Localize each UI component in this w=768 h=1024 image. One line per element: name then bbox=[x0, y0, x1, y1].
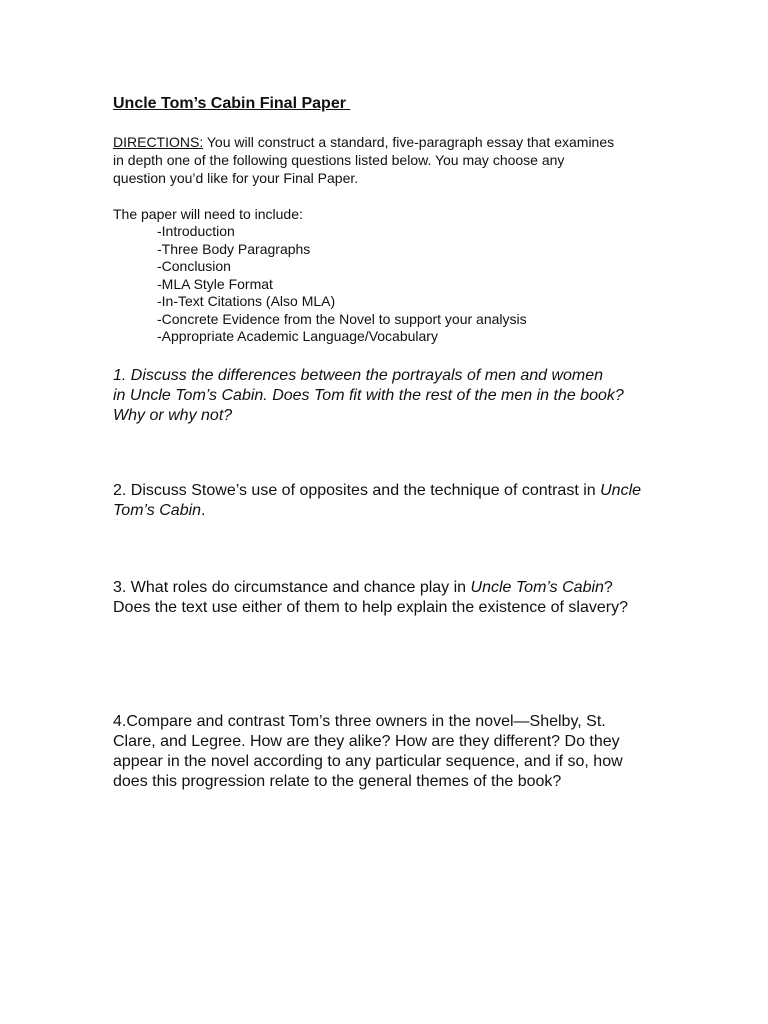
question-2 bbox=[113, 481, 673, 521]
requirement-item: -In-Text Citations (Also MLA) bbox=[157, 293, 336, 309]
question-1-line: in Uncle Tom’s Cabin. Does Tom fit with the rest of the men in the book? bbox=[113, 387, 624, 404]
question-2-book-title-cont: Tom’s Cabin bbox=[113, 502, 202, 519]
page-title: Uncle Tom’s Cabin Final Paper bbox=[113, 95, 351, 112]
question-2-period: . bbox=[201, 502, 206, 519]
question-1-line: 1. Discuss the differences between the portrayals of men and women bbox=[113, 367, 604, 384]
question-3-book-title: Uncle Tom’s Cabin bbox=[470, 579, 604, 596]
question-3 bbox=[113, 578, 673, 618]
question-4-line: does this progression relate to the general themes of the book? bbox=[113, 773, 562, 790]
requirement-item: -Conclusion bbox=[157, 258, 231, 274]
directions-line-3: question you’d like for your Final Paper. bbox=[113, 170, 359, 186]
requirement-item: -Appropriate Academic Language/Vocabulary bbox=[157, 328, 438, 344]
requirements-list bbox=[157, 223, 527, 346]
question-3-line-1 bbox=[113, 578, 673, 598]
question-1-line: Why or why not? bbox=[113, 407, 233, 424]
question-3-mark: ? bbox=[603, 579, 613, 596]
question-2-line-1 bbox=[113, 481, 673, 501]
directions-line-2: in depth one of the following questions listed below. You may choose any bbox=[113, 152, 565, 168]
question-1 bbox=[113, 366, 673, 426]
directions-text-1: You will construct a standard, five-paragraph essay that examines bbox=[203, 134, 615, 150]
question-4 bbox=[113, 712, 673, 792]
question-4-line: Clare, and Legree. How are they alike? How are they different? Do they bbox=[113, 733, 620, 750]
requirement-item: -Three Body Paragraphs bbox=[157, 240, 311, 257]
requirements-intro: The paper will need to include: bbox=[113, 206, 303, 222]
requirement-item: -Concrete Evidence from the Novel to support your analysis bbox=[157, 310, 527, 327]
question-4-line: appear in the novel according to any particular sequence, and if so, how bbox=[113, 753, 623, 770]
question-2-text: 2. Discuss Stowe’s use of opposites and the technique of contrast in bbox=[113, 482, 601, 499]
question-2-book-title: Uncle bbox=[600, 482, 642, 499]
directions-line-1 bbox=[113, 133, 673, 151]
directions-label: DIRECTIONS: bbox=[113, 134, 204, 150]
requirement-item: -MLA Style Format bbox=[157, 275, 273, 292]
question-3-line-2: Does the text use either of them to help explain the existence of slavery? bbox=[113, 599, 628, 616]
requirement-item: -Introduction bbox=[157, 223, 235, 239]
question-4-line: 4.Compare and contrast Tom’s three owners in the novel—Shelby, St. bbox=[113, 713, 606, 730]
directions-paragraph bbox=[113, 133, 673, 187]
question-3-text: 3. What roles do circumstance and chance play in bbox=[113, 579, 471, 596]
question-2-line-2 bbox=[113, 501, 673, 521]
